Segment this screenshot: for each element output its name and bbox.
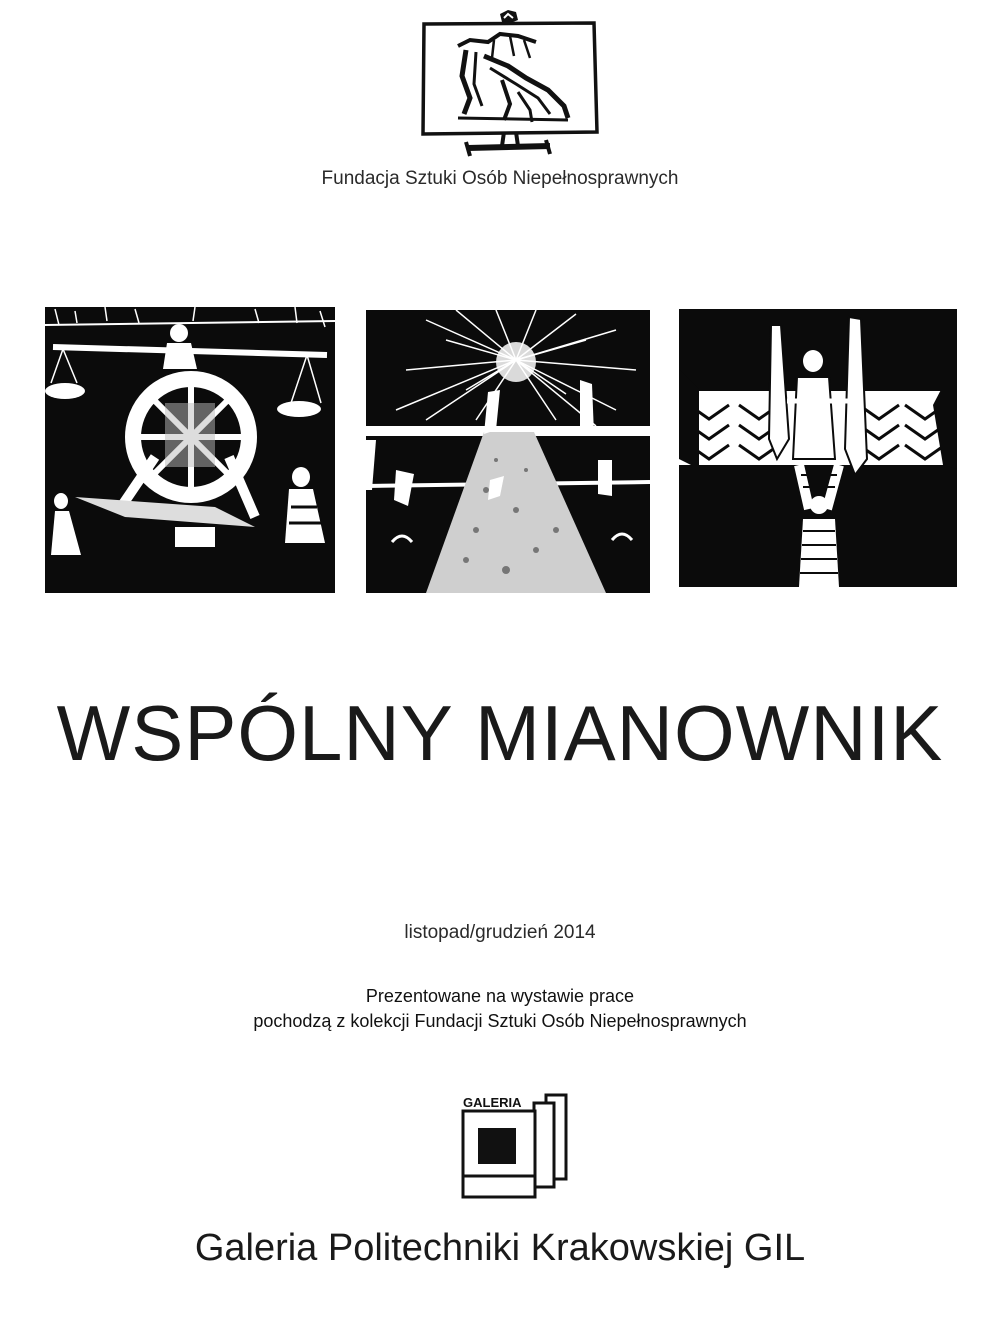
exhibition-title: WSPÓLNY MIANOWNIK xyxy=(56,689,944,777)
collection-note-line-2: pochodzą z kolekcji Fundacji Sztuki Osób Niepełnosprawnych xyxy=(253,1011,747,1031)
artwork-scales-wheel xyxy=(45,307,335,593)
gallery-logo xyxy=(460,1092,572,1200)
gallery-name: Galeria Politechniki Krakowskiej GIL xyxy=(194,1227,806,1269)
artwork-burst-road xyxy=(366,310,650,593)
easel-painting-logo-icon xyxy=(418,6,602,162)
woodcut-print-image xyxy=(45,307,335,593)
exhibition-date: listopad/grudzień 2014 xyxy=(404,922,596,943)
foundation-name: Fundacja Sztuki Osób Niepełnosprawnych xyxy=(321,168,679,189)
gallery-building-logo-icon xyxy=(460,1092,572,1200)
woodcut-print-image xyxy=(366,310,650,593)
woodcut-print-image xyxy=(679,309,957,587)
collection-note xyxy=(0,984,1000,1034)
collection-note-line-1: Prezentowane na wystawie prace xyxy=(365,986,635,1006)
artwork-figures-wings xyxy=(679,309,957,587)
gallery-logo-text: GALERIA xyxy=(463,1095,522,1110)
foundation-logo xyxy=(418,6,602,162)
